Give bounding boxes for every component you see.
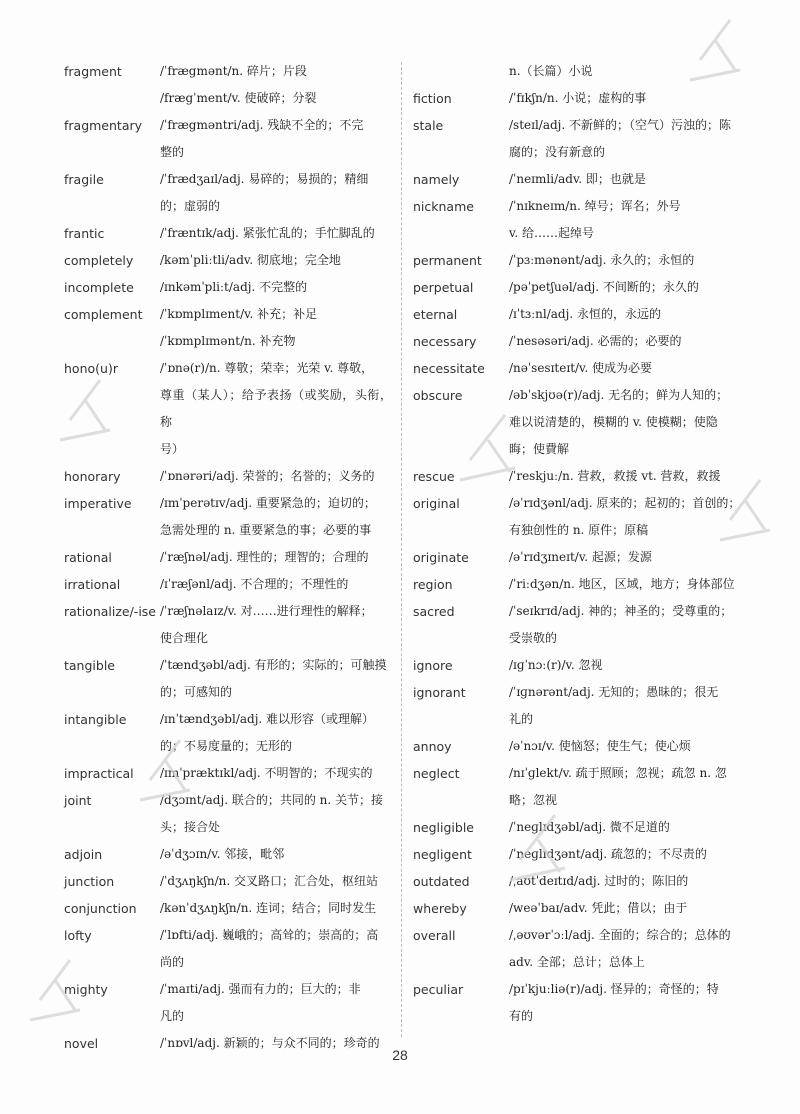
headword: annoy [413,739,452,754]
definition [160,166,392,220]
headword: overall [413,928,456,943]
vocab-entry [64,922,392,976]
headword: irrational [64,577,121,592]
definition [160,274,392,301]
definition-line: 受崇敬的 [509,631,558,645]
headword: peculiar [413,982,464,997]
headword: originate [413,550,469,565]
definition [509,301,763,328]
vocab-entry [64,571,392,598]
headword: sacred [413,604,455,619]
definition [160,463,392,490]
vocab-entry [413,652,763,679]
definition [509,274,763,301]
definition-line: /ˈmaɪti/adj. 强而有力的；巨大的；非 [160,982,361,996]
headword [413,58,509,85]
definition-line: /ˈseɪkrɪd/adj. 神的；神圣的；受尊重的； [509,604,733,618]
vocab-entry [413,85,763,112]
definition [509,382,763,463]
definition-line: /ˈfrægmənt/n. 碎片；片段 [160,64,307,78]
definition [509,193,763,247]
definition-line: 的；虚弱的 [160,199,221,213]
vocab-entry [64,652,392,706]
vocab-entry [413,328,763,355]
vocab-entry [413,895,763,922]
headword: completely [64,253,134,268]
definition-line: /əbˈskjʊə(r)/adj. 无名的；鲜为人知的； [509,388,729,402]
headword: whereby [413,901,467,916]
definition-line: /ˈpɜːmənənt/adj. 永久的；永恒的 [509,253,695,267]
vocab-entry [64,976,392,1030]
headword: frantic [64,226,105,241]
definition [160,544,392,571]
vocab-entry [64,58,392,112]
definition-line: /nəˈsesɪteɪt/v. 使成为必要 [509,361,653,375]
definition [160,895,392,922]
vocab-entry [413,193,763,247]
headword: lofty [64,928,92,943]
vocab-entry [64,598,392,652]
definition [509,895,763,922]
vocab-entry [64,274,392,301]
definition-line: /ˌaʊtˈdeɪtɪd/adj. 过时的；陈旧的 [509,874,689,888]
definition-line: 的；不易度量的；无形的 [160,739,293,753]
definition-line: /ˈneɡlɪdʒənt/adj. 疏忽的；不尽责的 [509,847,707,861]
definition-line: /ˈɒnə(r)/n. 尊敬；荣幸；光荣 v. 尊敬， [160,361,374,375]
vocab-entry [413,571,763,598]
definition-line: /ˈfrædʒaɪl/adj. 易碎的；易损的；精细 [160,172,369,186]
headword: fiction [413,91,452,106]
vocab-entry [64,301,392,355]
headword: obscure [413,388,463,403]
headword: hono(u)r [64,361,118,376]
definition-line: /ˈræʃnəl/adj. 理性的；理智的；合理的 [160,550,369,564]
headword: namely [413,172,460,187]
vocab-entry [413,112,763,166]
definition [509,355,763,382]
definition-line: /ɪˈtɜːnl/adj. 永恒的，永远的 [509,307,661,321]
definition [509,328,763,355]
definition [509,868,763,895]
definition-line: 礼的 [509,712,534,726]
definition-line: /əˈnɔɪ/v. 使恼怒；使生气；使心烦 [509,739,691,753]
vocab-entry [64,463,392,490]
definition [160,355,392,463]
vocab-entry [413,382,763,463]
vocab-entry [413,841,763,868]
headword: incomplete [64,280,134,295]
headword: original [413,496,460,511]
vocab-entry [413,166,763,193]
headword: perpetual [413,280,474,295]
vocab-entry [64,841,392,868]
definition [509,841,763,868]
headword: ignorant [413,685,466,700]
vocab-entry [413,247,763,274]
vocab-entry [64,247,392,274]
headword: negligible [413,820,474,835]
definition-line: /əˈdʒɔɪn/v. 邻接，毗邻 [160,847,285,861]
definition-line: 使合理化 [160,631,209,645]
definition [509,58,763,85]
definition-line: /ˈreskjuː/n. 营救，救援 vt. 营救，救援 [509,469,721,483]
headword: imperative [64,496,132,511]
definition [160,787,392,841]
definition-line: /kənˈdʒʌŋkʃn/n. 连词；结合；同时发生 [160,901,377,915]
definition-line: /ˈræʃnəlaɪz/v. 对……进行理性的解释； [160,604,373,618]
vocab-entry [413,463,763,490]
definition [509,652,763,679]
definition [160,247,392,274]
definition [160,868,392,895]
definition-line: /əˈrɪdʒənl/adj. 原来的；起初的；首创的； [509,496,741,510]
definition [509,760,763,814]
definition-line: /pɪˈkjuːliə(r)/adj. 怪异的；奇怪的；特 [509,982,719,996]
headword: outdated [413,874,470,889]
definition-line: adv. 全部；总计；总体上 [509,955,645,969]
definition [160,490,392,544]
definition-line: /ˈneɪmli/adv. 即；也就是 [509,172,646,186]
vocab-entry [413,733,763,760]
definition-line: /ˈfrægməntri/adj. 残缺不全的；不完 [160,118,364,132]
definition-line: /steɪl/adj. 不新鲜的；（空气）污浊的；陈 [509,118,732,132]
definition [160,652,392,706]
definition [509,247,763,274]
definition-line: /ˈtændʒəbl/adj. 有形的；实际的；可触摸 [160,658,387,672]
vocab-entry [413,58,763,85]
definition [160,760,392,787]
definition [509,679,763,733]
definition-line: /ɪˈræʃənl/adj. 不合理的；不理性的 [160,577,349,591]
definition [509,976,763,1030]
vocab-entry [64,706,392,760]
definition-line: /əˈrɪdʒɪneɪt/v. 起源；发源 [509,550,652,564]
headword: negligent [413,847,472,862]
headword: region [413,577,453,592]
definition-line: 腐的；没有新意的 [509,145,606,159]
definition-line: /pəˈpetʃuəl/adj. 不间断的；永久的 [509,280,699,294]
headword: necessitate [413,361,485,376]
vocab-entry [64,112,392,166]
definition [509,733,763,760]
definition-line: /ˈriːdʒən/n. 地区，区域，地方；身体部位 [509,577,735,591]
vocab-entry [413,976,763,1030]
definition-line: /ˈfræntɪk/adj. 紧张忙乱的；手忙脚乱的 [160,226,375,240]
headword: conjunction [64,901,137,916]
definition-line: /ɪnkəmˈpliːt/adj. 不完整的 [160,280,308,294]
definition-line: /ˈfɪkʃn/n. 小说；虚构的事 [509,91,647,105]
definition-line: /ˈlɒfti/adj. 巍峨的；高耸的；崇高的；高 [160,928,379,942]
definition-line: 尊重（某人）；给予表扬（或奖励，头衔，称 [160,388,392,429]
headword: fragment [64,64,122,79]
definition-line: 急需处理的 n. 重要紧急的事；必要的事 [160,523,372,537]
definition [160,841,392,868]
definition [160,301,392,355]
headword: eternal [413,307,458,322]
definition [509,85,763,112]
definition-line: /ˈɪɡnərənt/adj. 无知的；愚昧的；很无 [509,685,719,699]
definition-line: /ˈɒnərəri/adj. 荣誉的；名誉的；义务的 [160,469,375,483]
definition-line: /nɪˈɡlekt/v. 疏于照顾；忽视；疏忽 n. 忽 [509,766,727,780]
definition [509,544,763,571]
definition [509,598,763,652]
headword: necessary [413,334,477,349]
headword: neglect [413,766,460,781]
definition-line: 略；忽视 [509,793,558,807]
vocab-entry [413,814,763,841]
headword: rescue [413,469,455,484]
headword: joint [64,793,92,808]
headword: ignore [413,658,453,673]
headword: fragmentary [64,118,143,133]
definition-line: 难以说清楚的，模糊的 v. 使模糊；使隐 [509,415,718,429]
left-column [64,58,392,1057]
definition-line: /ˈnesəsəri/adj. 必需的；必要的 [509,334,682,348]
definition-line: /ˈkɒmplɪmənt/n. 补充物 [160,334,296,348]
headword: adjoin [64,847,103,862]
definition-line: 头；接合处 [160,820,221,834]
headword: junction [64,874,115,889]
definition [509,112,763,166]
headword: fragile [64,172,104,187]
definition-line: 整的 [160,145,185,159]
headword: rational [64,550,112,565]
definition-line: /ɪnˈtændʒəbl/adj. 难以形容（或理解） [160,712,375,726]
definition-line: 凡的 [160,1009,185,1023]
vocab-entry [64,166,392,220]
headword: honorary [64,469,121,484]
definition [509,571,763,598]
definition-line: /ˈdʒʌŋkʃn/n. 交叉路口；汇合处，枢纽站 [160,874,378,888]
vocab-entry [64,760,392,787]
headword: rationalize/-ise [64,604,156,619]
column-divider [401,62,402,1037]
definition-line: /ˈnɪkneɪm/n. 绰号；诨名；外号 [509,199,681,213]
headword: intangible [64,712,127,727]
definition [509,166,763,193]
definition-line: 有的 [509,1009,534,1023]
definition-line: 有独创性的 n. 原件；原稿 [509,523,649,537]
definition [160,706,392,760]
definition-line: 号） [160,442,185,456]
headword: complement [64,307,143,322]
definition-line: n.（长篇）小说 [509,64,593,78]
definition [160,976,392,1030]
definition-line: v. 给……起绰号 [509,226,594,240]
headword: permanent [413,253,482,268]
definition [509,463,763,490]
definition-line: /frægˈment/v. 使破碎；分裂 [160,91,317,105]
vocab-entry [64,220,392,247]
definition [160,220,392,247]
vocab-entry [413,490,763,544]
definition-line: /ɪɡˈnɔː(r)/v. 忽视 [509,658,603,672]
definition [509,490,763,544]
definition [160,922,392,976]
headword: novel [64,1036,99,1051]
vocab-entry [413,760,763,814]
definition-line: /kəmˈpliːtli/adv. 彻底地；完全地 [160,253,341,267]
definition-line: /ˈnɒvl/adj. 新颖的；与众不同的；珍奇的 [160,1036,380,1050]
page-number: 28 [392,1047,408,1063]
definition-line: /ɪmˈpræktɪkl/adj. 不明智的；不现实的 [160,766,373,780]
definition-line: 晦；使費解 [509,442,570,456]
definition [509,922,763,976]
headword: impractical [64,766,134,781]
headword: tangible [64,658,115,673]
vocab-entry [413,301,763,328]
definition-line: 的；可感知的 [160,685,233,699]
vocab-entry [413,868,763,895]
headword: stale [413,118,444,133]
definition-line: /ɪmˈperətɪv/adj. 重要紧急的；迫切的； [160,496,376,510]
definition-line: /ˈkɒmplɪment/v. 补充；补足 [160,307,318,321]
definition [160,58,392,112]
vocab-entry [64,868,392,895]
right-column [413,58,763,1030]
vocab-entry [413,679,763,733]
definition-line: /ˈneɡlɪdʒəbl/adj. 微不足道的 [509,820,670,834]
vocab-entry [64,787,392,841]
definition-line: /weəˈbaɪ/adv. 凭此；借以；由于 [509,901,688,915]
vocab-entry [64,895,392,922]
definition [160,571,392,598]
vocab-entry [64,544,392,571]
definition-line: /dʒɔɪnt/adj. 联合的；共同的 n. 关节；接 [160,793,384,807]
vocab-entry [413,355,763,382]
vocab-entry [413,598,763,652]
vocab-entry [413,274,763,301]
definition-line: 尚的 [160,955,185,969]
definition-line: /ˌəʊvərˈɔːl/adj. 全面的；综合的；总体的 [509,928,731,942]
vocab-entry [413,544,763,571]
headword: mighty [64,982,108,997]
headword: nickname [413,199,474,214]
vocab-entry [413,922,763,976]
vocab-entry [64,490,392,544]
definition [509,814,763,841]
definition [160,598,392,652]
vocab-entry [64,355,392,463]
definition [160,112,392,166]
